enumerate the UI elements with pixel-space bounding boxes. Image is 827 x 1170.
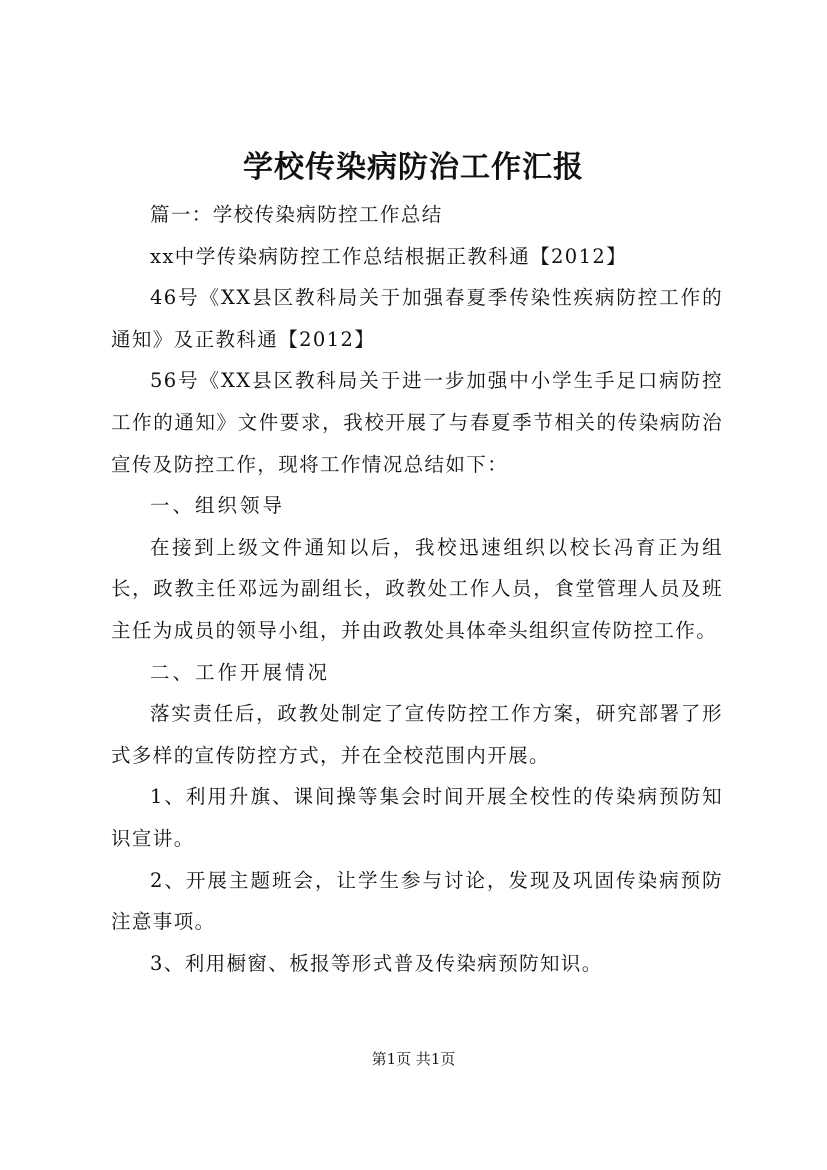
paragraph: 56号《XX县区教科局关于进一步加强中小学生手足口病防控工作的通知》文件要求，我校开展了与春夏季节相关的传染病防治宣传及防控工作，现将工作情况总结如下：	[111, 369, 723, 476]
document-body	[111, 194, 723, 984]
section-heading: 一、组织领导	[150, 494, 286, 518]
paragraph: 在接到上级文件通知以后，我校迅速组织以校长冯育正为组长，政教主任邓远为副组长，政教处工作人员，食堂管理人员及班主任为成员的领导小组，并由政教处具体牵头组织宣传防控工作。	[111, 535, 723, 642]
page-number-label: 第1页 共1页	[371, 1050, 456, 1068]
list-item: 2、开展主题班会，让学生参与讨论，发现及巩固传染病预防注意事项。	[111, 868, 723, 934]
section-subtitle: 篇一：学校传染病防控工作总结	[150, 203, 443, 226]
page-footer	[0, 1049, 827, 1069]
list-item: 3、利用橱窗、板报等形式普及传染病预防知识。	[150, 951, 603, 975]
document-title: 学校传染病防治工作汇报	[243, 150, 584, 185]
paragraph: xx中学传染病防控工作总结根据正教科通【2012】	[150, 244, 628, 268]
section-heading: 二、工作开展情况	[150, 660, 331, 684]
list-item: 1、利用升旗、课间操等集会时间开展全校性的传染病预防知识宣讲。	[111, 785, 723, 850]
paragraph: 落实责任后，政教处制定了宣传防控工作方案，研究部署了形式多样的宣传防控方式，并在全校范围内开展。	[111, 702, 723, 767]
paragraph: 46号《XX县区教科局关于加强春夏季传染性疾病防控工作的通知》及正教科通【2012】	[111, 286, 723, 351]
